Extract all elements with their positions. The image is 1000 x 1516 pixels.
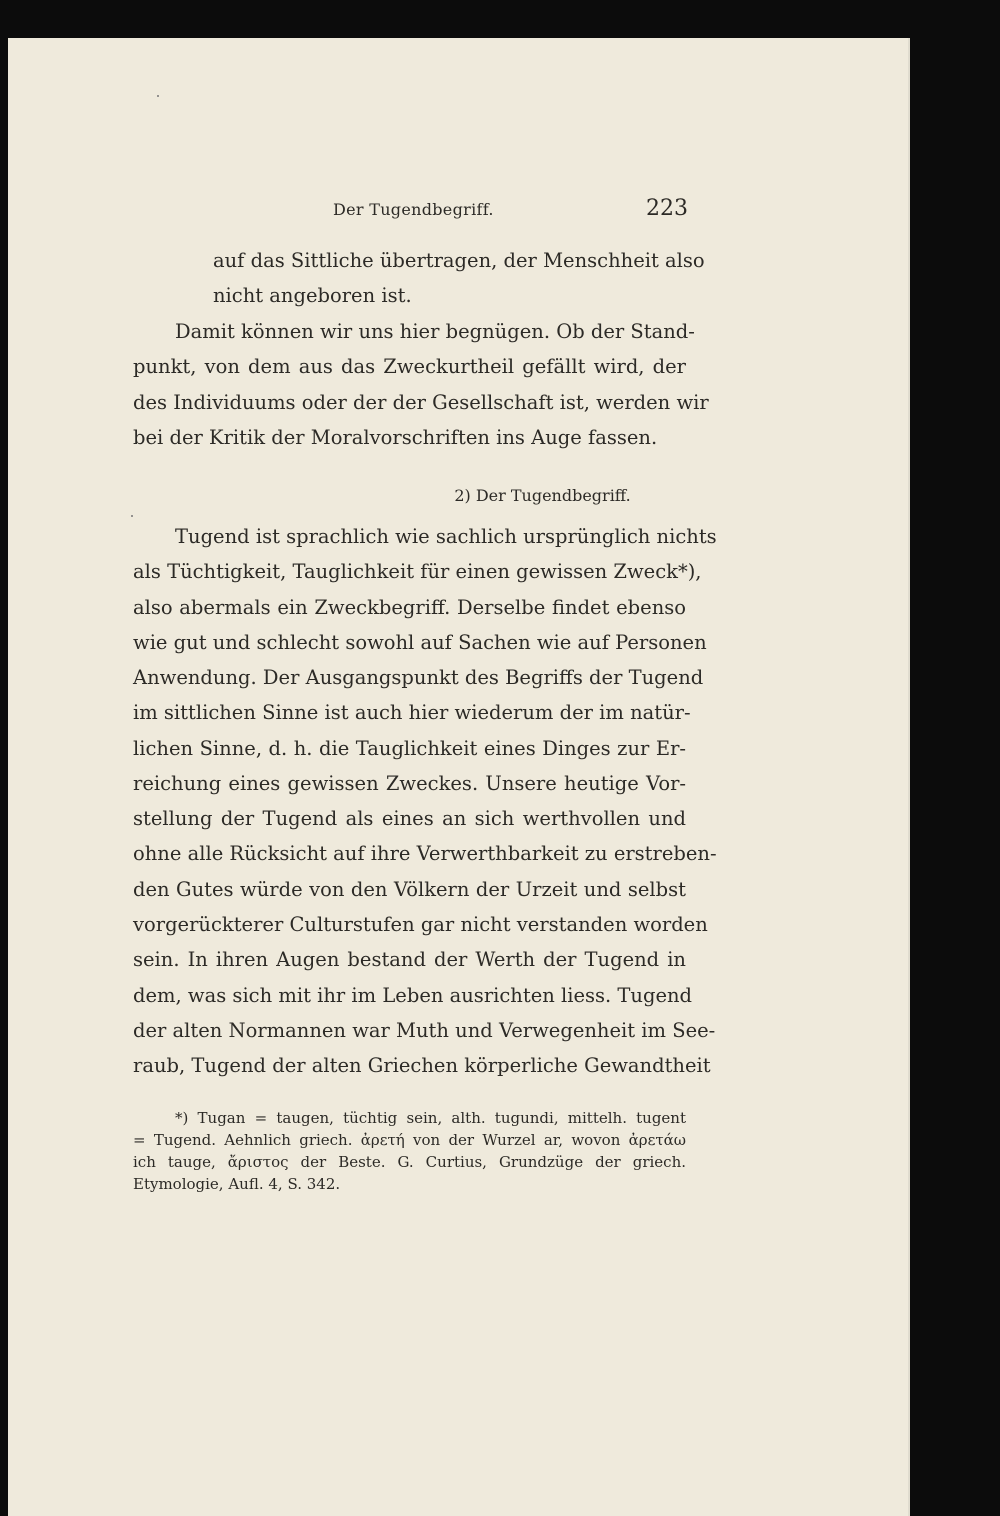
text-line: raub, Tugend der alten Griechen körperliche Gewandtheit: [133, 1054, 711, 1077]
text-line: reichung eines gewissen Zweckes. Unsere heutige Vor-: [133, 772, 686, 795]
text-line: dem, was sich mit ihr im Leben ausrichten liess. Tugend: [133, 984, 693, 1007]
footnote-line: = Tugend. Aehnlich griech. ἀρετή von der Wurzel ar, wovon ἀρετάω: [133, 1131, 686, 1149]
footnote-line: ich tauge, ἄριστος der Beste. G. Curtius, Grundzüge der griech.: [133, 1153, 686, 1171]
text-line: vorgerückterer Culturstufen gar nicht verstanden worden: [133, 913, 708, 936]
text-line: nicht angeboren ist.: [213, 284, 412, 307]
running-title: Der Tugendbegriff.: [333, 200, 494, 219]
text-line: wie gut und schlecht sowohl auf Sachen wie auf Personen: [133, 631, 707, 654]
text-line: als Tüchtigkeit, Tauglichkeit für einen gewissen Zweck*),: [133, 560, 702, 583]
text-line: stellung der Tugend als eines an sich werthvollen und: [133, 807, 686, 830]
text-line: Damit können wir uns hier begnügen. Ob der Stand-: [175, 320, 695, 343]
footnote-line: Etymologie, Aufl. 4, S. 342.: [133, 1175, 341, 1193]
text-line: im sittlichen Sinne ist auch hier wiederum der im natür-: [133, 701, 691, 724]
text-line: Anwendung. Der Ausgangspunkt des Begriffs der Tugend: [133, 666, 704, 689]
text-line: punkt, von dem aus das Zweckurtheil gefällt wird, der: [133, 355, 686, 378]
running-head: [0, 196, 1000, 224]
text-line: ohne alle Rücksicht auf ihre Verwerthbarkeit zu erstreben-: [133, 842, 717, 865]
text-line: bei der Kritik der Moralvorschriften ins Auge fassen.: [133, 426, 658, 449]
text-line: den Gutes würde von den Völkern der Urzeit und selbst: [133, 878, 686, 901]
page-number: 223: [646, 196, 688, 221]
text-line: des Individuums oder der der Gesellschaft ist, werden wir: [133, 391, 709, 414]
text-line: sein. In ihren Augen bestand der Werth der Tugend in: [133, 948, 686, 971]
footnote-line: *) Tugan = taugen, tüchtig sein, alth. tugundi, mittelh. tugent: [175, 1109, 686, 1127]
paper-speck: [131, 515, 133, 517]
text-line: lichen Sinne, d. h. die Tauglichkeit eines Dinges zur Er-: [133, 737, 686, 760]
text-line: der alten Normannen war Muth und Verwegenheit im See-: [133, 1019, 716, 1042]
paper-speck: [157, 95, 159, 97]
text-line: Tugend ist sprachlich wie sachlich ursprünglich nichts: [175, 525, 717, 548]
section-heading: 2) Der Tugendbegriff.: [454, 486, 631, 505]
text-line: auf das Sittliche übertragen, der Menschheit also: [213, 249, 705, 272]
text-line: also abermals ein Zweckbegriff. Derselbe findet ebenso: [133, 596, 686, 619]
